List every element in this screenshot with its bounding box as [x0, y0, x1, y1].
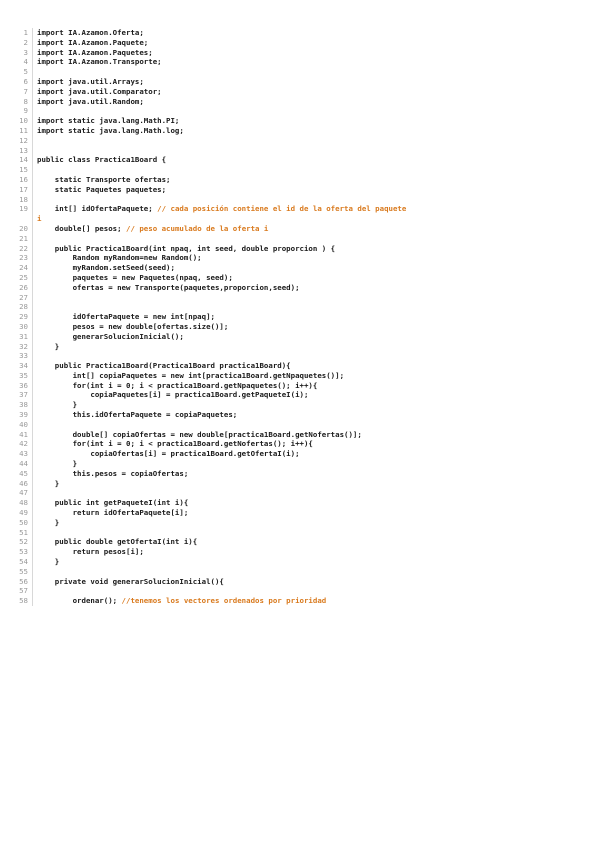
code-line[interactable]: [18, 165, 588, 175]
gutter-divider: [32, 537, 33, 547]
code-line[interactable]: [18, 302, 588, 312]
code-text: [37, 126, 588, 136]
code-token: paquetes = new Paquetes(npaq, seed);: [37, 272, 233, 282]
line-number: 7: [23, 86, 28, 96]
line-number: 23: [19, 253, 28, 263]
gutter-divider: [32, 87, 33, 97]
gutter-divider: [32, 381, 33, 391]
line-number: 51: [19, 527, 28, 537]
code-token: import IA.Azamon.Paquete;: [37, 37, 149, 47]
code-token: public int getPaqueteI(int i){: [37, 498, 189, 508]
code-comment: i: [37, 214, 42, 224]
code-text: [37, 244, 588, 254]
code-text: [37, 28, 588, 38]
gutter-divider: [32, 77, 33, 87]
code-text: [37, 518, 588, 528]
code-line[interactable]: [18, 87, 588, 97]
code-text: [37, 195, 588, 205]
code-line[interactable]: [18, 214, 588, 224]
code-line[interactable]: [18, 77, 588, 87]
code-line[interactable]: [18, 293, 588, 303]
line-number: 38: [19, 400, 28, 410]
code-line[interactable]: [18, 244, 588, 254]
code-token: static Transporte ofertas;: [37, 174, 171, 184]
code-text: [37, 57, 588, 67]
code-text: [37, 234, 588, 244]
gutter-divider: [32, 332, 33, 342]
gutter-divider: [32, 293, 33, 303]
code-token: this.pesos = copiaOfertas;: [37, 468, 189, 478]
code-line[interactable]: [18, 400, 588, 410]
gutter-divider: [32, 136, 33, 146]
code-text: [37, 155, 588, 165]
code-text: [37, 577, 588, 587]
code-comment: // peso acumulado de la oferta i: [126, 223, 269, 233]
line-number: 46: [19, 478, 28, 488]
line-number: 53: [19, 547, 28, 557]
code-text: [37, 214, 588, 224]
code-line[interactable]: [18, 322, 588, 332]
code-token: private void generarSolucionInicial(){: [37, 576, 224, 586]
code-line[interactable]: [18, 586, 588, 596]
code-token: this.idOfertaPaquete = copiaPaquetes;: [37, 410, 238, 420]
code-text: [37, 87, 588, 97]
code-token: import static java.lang.Math.log;: [37, 125, 184, 135]
code-token: copiaOfertas[i] = practica1Board.getOfertaI(i);: [37, 449, 300, 459]
code-text: [37, 498, 588, 508]
line-number: 58: [19, 596, 28, 606]
line-number: 36: [19, 380, 28, 390]
gutter-divider: [32, 361, 33, 371]
code-token: import java.util.Arrays;: [37, 76, 144, 86]
gutter-divider: [32, 557, 33, 567]
gutter-divider: [32, 155, 33, 165]
gutter-divider: [32, 439, 33, 449]
code-token: public Practica1Board(int npaq, int seed, double proporcion ) {: [37, 243, 336, 253]
code-token: copiaPaquetes[i] = practica1Board.getPaqueteI(i);: [37, 390, 309, 400]
code-token: }: [37, 341, 60, 351]
code-line[interactable]: [18, 97, 588, 107]
line-number: 19: [19, 204, 28, 214]
code-text: [37, 283, 588, 293]
gutter-divider: [32, 586, 33, 596]
gutter-divider: [32, 410, 33, 420]
code-text: [37, 567, 588, 577]
code-line[interactable]: [18, 273, 588, 283]
code-line[interactable]: [18, 224, 588, 234]
code-token: myRandom.setSeed(seed);: [37, 263, 175, 273]
gutter-divider: [32, 430, 33, 440]
line-number: 49: [19, 508, 28, 518]
line-number: 21: [19, 233, 28, 243]
code-token: public class Practica1Board {: [37, 155, 167, 165]
gutter-divider: [32, 479, 33, 489]
line-number: 44: [19, 459, 28, 469]
line-number: 33: [19, 351, 28, 361]
code-text: [37, 469, 588, 479]
code-text: [37, 381, 588, 391]
code-token: for(int i = 0; i < practica1Board.getNpaquetes(); i++){: [37, 380, 318, 390]
gutter-divider: [32, 97, 33, 107]
code-text: [37, 224, 588, 234]
code-text: [37, 528, 588, 538]
code-text: [37, 185, 588, 195]
gutter-divider: [32, 449, 33, 459]
gutter-divider: [32, 244, 33, 254]
code-token: pesos = new double[ofertas.size()];: [37, 321, 229, 331]
line-number: 32: [19, 341, 28, 351]
gutter-divider: [32, 165, 33, 175]
code-token: static Paquetes paquetes;: [37, 184, 167, 194]
code-line[interactable]: [18, 459, 588, 469]
code-text: [37, 332, 588, 342]
gutter-divider: [32, 253, 33, 263]
code-token: }: [37, 400, 78, 410]
line-number: 6: [23, 76, 28, 86]
line-number: 3: [23, 47, 28, 57]
gutter-divider: [32, 38, 33, 48]
gutter-divider: [32, 518, 33, 528]
code-text: [37, 136, 588, 146]
gutter-divider: [32, 371, 33, 381]
gutter-divider: [32, 547, 33, 557]
code-token: import IA.Azamon.Transporte;: [37, 57, 162, 67]
gutter-divider: [32, 488, 33, 498]
line-number: 35: [19, 370, 28, 380]
line-number: 9: [23, 106, 28, 116]
code-line[interactable]: [18, 204, 588, 214]
code-line[interactable]: [18, 57, 588, 67]
line-number: 11: [19, 125, 28, 135]
code-line[interactable]: [18, 195, 588, 205]
code-token: }: [37, 478, 60, 488]
code-line[interactable]: [18, 596, 588, 606]
code-token: int[] copiaPaquetes = new int[practica1Board.getNpaquetes()];: [37, 370, 345, 380]
code-text: [37, 204, 588, 214]
line-number: 50: [19, 517, 28, 527]
code-text: [37, 322, 588, 332]
code-line[interactable]: [18, 116, 588, 126]
code-text: [37, 165, 588, 175]
gutter-divider: [32, 48, 33, 58]
line-number: 37: [19, 390, 28, 400]
line-number: 22: [19, 243, 28, 253]
line-number: 4: [23, 57, 28, 67]
gutter-divider: [32, 175, 33, 185]
code-text: [37, 557, 588, 567]
code-token: ordenar();: [37, 596, 122, 606]
line-number: 55: [19, 566, 28, 576]
code-text: [37, 273, 588, 283]
gutter-divider: [32, 204, 33, 214]
line-number: [18, 214, 32, 224]
line-number: 2: [23, 37, 28, 47]
code-text: [37, 146, 588, 156]
line-number: 39: [19, 410, 28, 420]
code-text: [37, 361, 588, 371]
code-comment: // cada posición contiene el id de la oferta del paquete: [157, 204, 407, 214]
code-token: import IA.Azamon.Paquetes;: [37, 47, 153, 57]
code-line[interactable]: [18, 557, 588, 567]
line-number: 1: [23, 28, 28, 37]
gutter-divider: [32, 498, 33, 508]
code-text: [37, 38, 588, 48]
code-text: [37, 77, 588, 87]
code-text: [37, 116, 588, 126]
code-text: [37, 488, 588, 498]
line-number: 57: [19, 586, 28, 596]
code-line[interactable]: [18, 449, 588, 459]
code-text: [37, 48, 588, 58]
code-text: [37, 420, 588, 430]
code-line[interactable]: [18, 28, 588, 38]
line-number: 24: [19, 263, 28, 273]
line-number: 17: [19, 184, 28, 194]
code-text: [37, 312, 588, 322]
code-line[interactable]: [18, 528, 588, 538]
code-text: [37, 390, 588, 400]
line-number: 31: [19, 331, 28, 341]
gutter-divider: [32, 390, 33, 400]
code-token: public double getOfertaI(int i){: [37, 537, 198, 547]
line-number: 13: [19, 145, 28, 155]
line-number: 20: [19, 223, 28, 233]
code-token: int[] idOfertaPaquete;: [37, 204, 158, 214]
code-text: [37, 449, 588, 459]
code-line[interactable]: [18, 577, 588, 587]
line-number: 54: [19, 557, 28, 567]
code-line[interactable]: [18, 518, 588, 528]
line-number: 18: [19, 194, 28, 204]
code-text: [37, 342, 588, 352]
code-text: [37, 596, 588, 606]
gutter-divider: [32, 508, 33, 518]
line-number: 42: [19, 439, 28, 449]
line-number: 15: [19, 165, 28, 175]
gutter-divider: [32, 400, 33, 410]
code-text: [37, 586, 588, 596]
code-line[interactable]: [18, 136, 588, 146]
gutter-divider: [32, 596, 33, 606]
line-number: 25: [19, 272, 28, 282]
code-line[interactable]: [18, 381, 588, 391]
code-line[interactable]: [18, 126, 588, 136]
code-text: [37, 97, 588, 107]
gutter-divider: [32, 116, 33, 126]
code-token: import IA.Azamon.Oferta;: [37, 28, 144, 37]
line-number: 28: [19, 302, 28, 312]
line-number: 45: [19, 468, 28, 478]
code-text: [37, 253, 588, 263]
code-token: Random myRandom=new Random();: [37, 253, 202, 263]
gutter-divider: [32, 263, 33, 273]
gutter-divider: [32, 126, 33, 136]
gutter-divider: [32, 146, 33, 156]
code-line[interactable]: [18, 312, 588, 322]
code-text: [37, 508, 588, 518]
gutter-divider: [32, 195, 33, 205]
code-text: [37, 302, 588, 312]
code-line[interactable]: [18, 234, 588, 244]
code-line[interactable]: [18, 420, 588, 430]
gutter-divider: [32, 567, 33, 577]
line-number: 10: [19, 116, 28, 126]
code-line[interactable]: [18, 479, 588, 489]
gutter-divider: [32, 234, 33, 244]
line-number: 52: [19, 537, 28, 547]
line-number: 27: [19, 292, 28, 302]
code-line[interactable]: [18, 567, 588, 577]
code-line[interactable]: [18, 155, 588, 165]
code-line[interactable]: [18, 430, 588, 440]
line-number: 34: [19, 361, 28, 371]
code-token: public Practica1Board(Practica1Board practica1Board){: [37, 361, 291, 371]
gutter-divider: [32, 283, 33, 293]
code-text: [37, 175, 588, 185]
code-token: return pesos[i];: [37, 547, 144, 557]
line-number: 30: [19, 321, 28, 331]
code-token: import java.util.Random;: [37, 96, 144, 106]
gutter-divider: [32, 312, 33, 322]
line-number: 12: [19, 135, 28, 145]
code-text: [37, 351, 588, 361]
line-number: 41: [19, 429, 28, 439]
code-token: import java.util.Comparator;: [37, 86, 162, 96]
code-text: [37, 263, 588, 273]
code-text: [37, 459, 588, 469]
gutter-divider: [32, 57, 33, 67]
code-comment: //tenemos los vectores ordenados por prioridad: [121, 596, 327, 606]
code-line[interactable]: [18, 67, 588, 77]
code-line[interactable]: [18, 351, 588, 361]
code-line[interactable]: [18, 410, 588, 420]
code-token: ofertas = new Transporte(paquetes,proporcion,seed);: [37, 282, 300, 292]
code-token: for(int i = 0; i < practica1Board.getNofertas(); i++){: [37, 439, 313, 449]
line-number: 14: [19, 155, 28, 165]
gutter-divider: [32, 577, 33, 587]
code-line[interactable]: [18, 371, 588, 381]
code-line[interactable]: [18, 38, 588, 48]
code-text: [37, 410, 588, 420]
gutter-divider: [32, 224, 33, 234]
code-text: [37, 439, 588, 449]
code-line[interactable]: [18, 342, 588, 352]
code-token: }: [37, 517, 60, 527]
code-text: [37, 106, 588, 116]
code-line[interactable]: [18, 263, 588, 273]
gutter-divider: [32, 302, 33, 312]
code-text: [37, 537, 588, 547]
line-number: 5: [23, 67, 28, 77]
code-line[interactable]: [18, 175, 588, 185]
line-number: 40: [19, 419, 28, 429]
code-token: import static java.lang.Math.PI;: [37, 116, 180, 126]
code-text: [37, 547, 588, 557]
gutter-divider: [32, 67, 33, 77]
code-line[interactable]: [18, 508, 588, 518]
code-line[interactable]: [18, 106, 588, 116]
code-line[interactable]: [18, 253, 588, 263]
gutter-divider: [32, 322, 33, 332]
code-text: [37, 371, 588, 381]
code-text: [37, 430, 588, 440]
gutter-divider: [32, 528, 33, 538]
code-line[interactable]: [18, 390, 588, 400]
line-number: 43: [19, 449, 28, 459]
code-line[interactable]: [18, 547, 588, 557]
code-line[interactable]: [18, 537, 588, 547]
code-text: [37, 479, 588, 489]
code-line[interactable]: [18, 361, 588, 371]
line-number: 56: [19, 576, 28, 586]
line-number: 48: [19, 498, 28, 508]
code-line[interactable]: [18, 498, 588, 508]
code-text: [37, 67, 588, 77]
code-token: idOfertaPaquete = new int[npaq];: [37, 312, 215, 322]
gutter-divider: [32, 214, 33, 224]
code-line[interactable]: [18, 488, 588, 498]
gutter-divider: [32, 420, 33, 430]
gutter-divider: [32, 28, 33, 38]
line-number: 47: [19, 488, 28, 498]
code-token: double[] pesos;: [37, 223, 126, 233]
code-token: }: [37, 459, 78, 469]
code-token: double[] copiaOfertas = new double[practica1Board.getNofertas()];: [37, 429, 362, 439]
gutter-divider: [32, 351, 33, 361]
code-text: [37, 400, 588, 410]
code-editor[interactable]: [18, 28, 588, 606]
code-line[interactable]: [18, 439, 588, 449]
line-number: 8: [23, 96, 28, 106]
line-number: 29: [19, 312, 28, 322]
code-line[interactable]: [18, 469, 588, 479]
code-token: }: [37, 557, 60, 567]
gutter-divider: [32, 273, 33, 283]
code-line[interactable]: [18, 146, 588, 156]
gutter-divider: [32, 106, 33, 116]
gutter-divider: [32, 459, 33, 469]
code-line[interactable]: [18, 332, 588, 342]
code-token: return idOfertaPaquete[i];: [37, 508, 189, 518]
code-line[interactable]: [18, 185, 588, 195]
code-line[interactable]: [18, 283, 588, 293]
gutter-divider: [32, 185, 33, 195]
line-number: 16: [19, 174, 28, 184]
gutter-divider: [32, 342, 33, 352]
code-line[interactable]: [18, 48, 588, 58]
code-token: generarSolucionInicial();: [37, 331, 184, 341]
line-number: 26: [19, 282, 28, 292]
gutter-divider: [32, 469, 33, 479]
code-text: [37, 293, 588, 303]
